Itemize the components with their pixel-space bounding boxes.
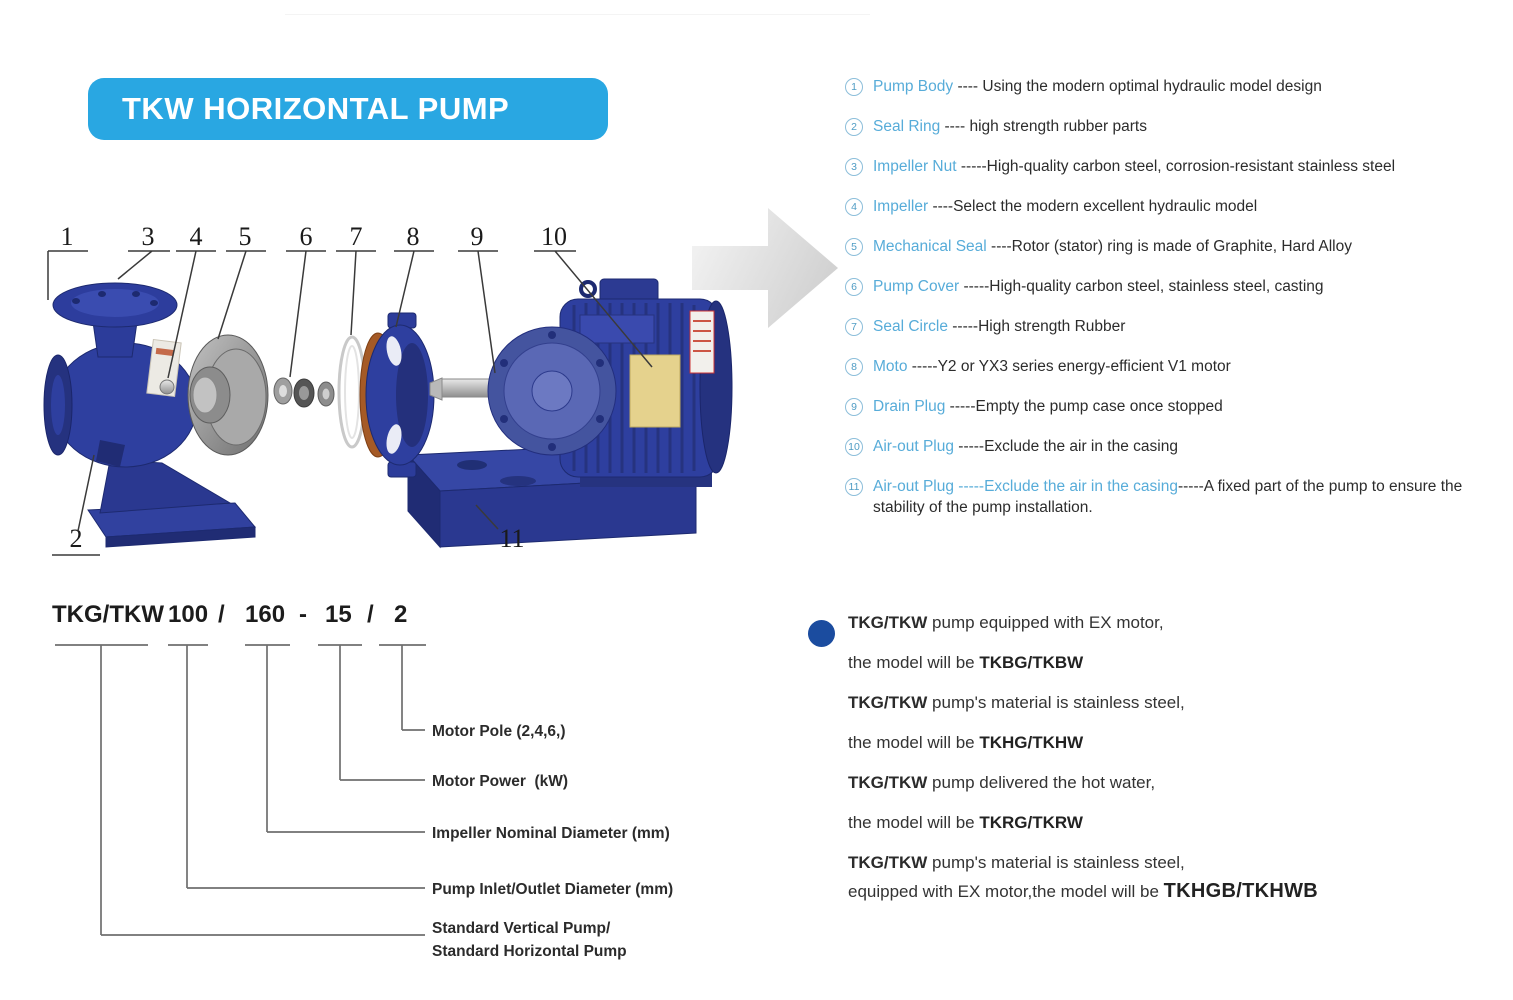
part-number-badge: 11	[845, 478, 863, 496]
note-line	[848, 812, 1478, 834]
callout-number: 3	[141, 222, 155, 251]
note-line	[848, 692, 1478, 714]
part-description: -----Empty the pump case once stopped	[945, 398, 1223, 415]
note-line	[848, 852, 1478, 874]
model-label-motor-pole: Motor Pole (2,4,6,)	[432, 723, 566, 740]
part-number-badge: 2	[845, 118, 863, 136]
part-name: Air-out Plug -----Exclude the air in the casing	[873, 478, 1178, 495]
part-description: ---- high strength rubber parts	[940, 118, 1147, 135]
title-banner	[88, 78, 608, 140]
parts-list-item	[845, 476, 1493, 518]
model-code-segment: 15	[325, 601, 352, 628]
page-title: TKW HORIZONTAL PUMP	[122, 91, 510, 126]
note-text: pump's material is stainless steel,	[927, 853, 1185, 872]
note-lead: TKG/TKW	[848, 853, 928, 872]
part-description: -----High-quality carbon steel, stainless steel, casting	[959, 278, 1324, 295]
part-name: Impeller	[873, 198, 929, 215]
note-bullet-icon	[808, 620, 835, 647]
note-line	[848, 880, 1478, 903]
part-name: Seal Ring	[873, 118, 941, 135]
parts-list-item	[845, 356, 1493, 377]
note-line	[848, 732, 1478, 754]
callout-number: 6	[299, 222, 313, 251]
parts-list	[845, 76, 1493, 537]
callout-number: 9	[470, 222, 484, 251]
part-number-badge: 1	[845, 78, 863, 96]
model-code-segment: 2	[394, 601, 408, 628]
model-label-impeller-diameter: Impeller Nominal Diameter (mm)	[432, 825, 670, 842]
model-code	[0, 601, 520, 641]
part-number-badge: 9	[845, 398, 863, 416]
note-lead: TKG/TKW	[848, 773, 928, 792]
callout-number: 4	[189, 222, 203, 251]
parts-list-item	[845, 316, 1493, 337]
note-text: pump equipped with EX motor,	[927, 613, 1164, 632]
pump-cover-graphic	[360, 313, 434, 477]
note-lead: TKG/TKW	[848, 613, 928, 632]
pump-exploded-diagram	[40, 215, 800, 575]
part-number-badge: 8	[845, 358, 863, 376]
model-code-segment: /	[367, 601, 374, 628]
model-label-motor-power: Motor Power (kW)	[432, 773, 569, 790]
note-text: the model will be	[848, 653, 980, 672]
part-number-badge: 7	[845, 318, 863, 336]
part-description: -----Exclude the air in the casing	[953, 438, 1178, 455]
model-code-segment: 100	[168, 601, 209, 628]
right-arrow-graphic	[688, 198, 843, 338]
part-description: -----Y2 or YX3 series energy-efficient V1 motor	[907, 358, 1231, 375]
model-label-inlet-outlet: Pump Inlet/Outlet Diameter (mm)	[432, 881, 674, 898]
callout-number: 10	[541, 222, 567, 251]
note-lead: TKG/TKW	[848, 693, 928, 712]
part-description: ----Rotor (stator) ring is made of Graphite, Hard Alloy	[986, 238, 1352, 255]
note-text: pump delivered the hot water,	[927, 773, 1156, 792]
model-label-standard-line2: Standard Horizontal Pump	[432, 943, 627, 960]
parts-list-item	[845, 76, 1493, 97]
part-description: -----High strength Rubber	[947, 318, 1126, 335]
note-model: TKRG/TKRW	[979, 813, 1083, 832]
model-notes	[848, 612, 1478, 921]
model-code-segment: TKG/TKW	[52, 601, 164, 628]
note-model: TKHGB/TKHWB	[1163, 880, 1319, 902]
note-line	[848, 612, 1478, 634]
parts-list-item	[845, 236, 1493, 257]
note-text: the model will be	[848, 813, 980, 832]
part-name: Air-out Plug	[873, 438, 954, 455]
mechanical-seal-parts-graphic	[274, 378, 334, 407]
parts-list-item	[845, 156, 1493, 177]
model-code-segment: -	[299, 601, 307, 628]
part-number-badge: 5	[845, 238, 863, 256]
note-text: equipped with EX motor,the model will be	[848, 882, 1164, 901]
note-line	[848, 652, 1478, 674]
callout-number: 1	[60, 222, 74, 251]
part-number-badge: 6	[845, 278, 863, 296]
note-text: pump's material is stainless steel,	[927, 693, 1185, 712]
callout-number: 7	[349, 222, 363, 251]
part-number-badge: 3	[845, 158, 863, 176]
parts-list-item	[845, 116, 1493, 137]
parts-list-item	[845, 196, 1493, 217]
part-name: Moto	[873, 358, 908, 375]
part-description: ----Select the modern excellent hydraulic model	[928, 198, 1258, 215]
model-label-standard-line1: Standard Vertical Pump/	[432, 920, 611, 937]
model-code-segment: /	[218, 601, 225, 628]
part-name: Seal Circle	[873, 318, 948, 335]
part-description: ---- Using the modern optimal hydraulic model design	[953, 78, 1322, 95]
part-number-badge: 10	[845, 438, 863, 456]
callout-number: 2	[69, 524, 83, 553]
callout-number: 8	[406, 222, 420, 251]
part-name: Mechanical Seal	[873, 238, 987, 255]
part-number-badge: 4	[845, 198, 863, 216]
note-line	[848, 772, 1478, 794]
parts-list-item	[845, 396, 1493, 417]
model-code-segment: 160	[245, 601, 286, 628]
part-name: Impeller Nut	[873, 158, 957, 175]
model-breakdown-lines	[40, 640, 740, 980]
part-description: -----A fixed part of the pump to ensure the stability of the pump installation.	[873, 478, 1463, 516]
part-name: Pump Cover	[873, 278, 960, 295]
note-model: TKBG/TKBW	[979, 653, 1084, 672]
callout-number: 5	[238, 222, 252, 251]
callout-number: 11	[499, 524, 525, 553]
note-model: TKHG/TKHW	[979, 733, 1084, 752]
note-text: the model will be	[848, 733, 980, 752]
parts-list-item	[845, 436, 1493, 457]
part-description: -----High-quality carbon steel, corrosion-resistant stainless steel	[956, 158, 1396, 175]
part-name: Pump Body	[873, 78, 954, 95]
part-name: Drain Plug	[873, 398, 946, 415]
note-lines	[848, 612, 1478, 903]
parts-list-item	[845, 276, 1493, 297]
scan-artifact-line	[285, 14, 870, 15]
